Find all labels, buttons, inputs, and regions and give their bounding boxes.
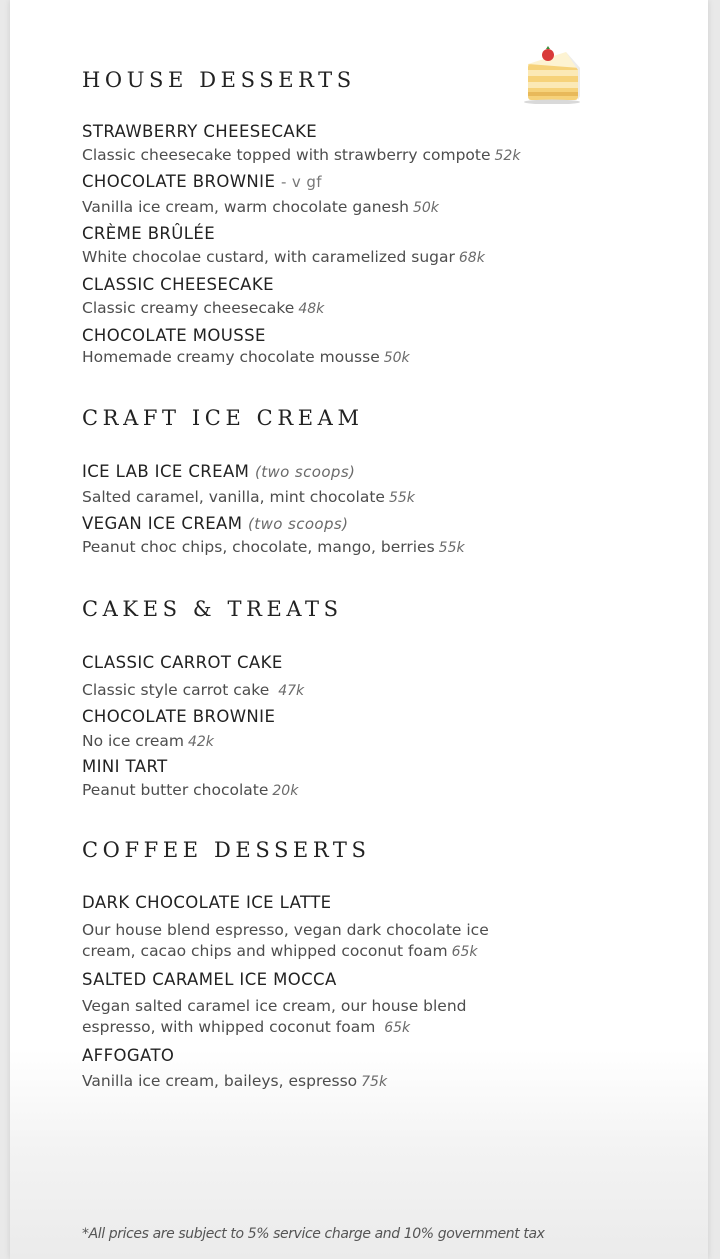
item-price: 75k	[361, 1074, 388, 1090]
section-title-house-desserts: HOUSE DESSERTS	[82, 68, 356, 92]
item-description: espresso, with whipped coconut foam 65k	[82, 1018, 411, 1036]
section-title-coffee-desserts: COFFEE DESSERTS	[82, 838, 371, 862]
item-price: 65k	[451, 944, 478, 960]
tax-footnote: *All prices are subject to 5% service charge and 10% government tax	[82, 1226, 545, 1242]
item-price: 50k	[412, 200, 439, 216]
item-description: Classic cheesecake topped with strawberry compote 52k	[82, 146, 521, 164]
item-name: CLASSIC CHEESECAKE	[82, 275, 274, 294]
item-price: 20k	[272, 783, 299, 799]
item-name: SALTED CARAMEL ICE MOCCA	[82, 970, 337, 989]
item-description: Vanilla ice cream, baileys, espresso 75k	[82, 1072, 388, 1090]
item-note: (two scoops)	[254, 463, 356, 481]
diet-suffix: - v gf	[280, 173, 322, 191]
item-name: VEGAN ICE CREAM (two scoops)	[82, 514, 349, 533]
item-name: DARK CHOCOLATE ICE LATTE	[82, 893, 332, 912]
item-description: Homemade creamy chocolate mousse 50k	[82, 348, 410, 366]
item-description: Classic creamy cheesecake 48k	[82, 299, 325, 317]
item-description: Salted caramel, vanilla, mint chocolate 55k	[82, 488, 415, 506]
item-name: CHOCOLATE MOUSSE	[82, 326, 266, 345]
item-description: Vegan salted caramel ice cream, our house blend	[82, 997, 467, 1015]
item-price: 52k	[494, 148, 521, 164]
item-price: 42k	[187, 734, 214, 750]
section-title-cakes-and-treats: CAKES & TREATS	[82, 597, 343, 621]
item-name: CRÈME BRÛLÉE	[82, 224, 216, 243]
item-price: 68k	[458, 250, 485, 266]
item-description: White chocolae custard, with caramelized sugar 68k	[82, 248, 485, 266]
item-description: No ice cream 42k	[82, 732, 214, 750]
cheesecake-slice-icon	[520, 46, 584, 104]
item-name: CHOCOLATE BROWNIE	[82, 707, 276, 726]
item-price: 55k	[388, 490, 415, 506]
item-name: MINI TART	[82, 757, 168, 776]
item-description: cream, cacao chips and whipped coconut foam 65k	[82, 942, 478, 960]
item-price: 55k	[438, 540, 465, 556]
item-price: 65k	[384, 1020, 411, 1036]
item-name: ICE LAB ICE CREAM (two scoops)	[82, 462, 356, 481]
item-description: Peanut choc chips, chocolate, mango, berries 55k	[82, 538, 465, 556]
item-description: Classic style carrot cake 47k	[82, 681, 305, 699]
item-name: CLASSIC CARROT CAKE	[82, 653, 283, 672]
menu-page	[10, 0, 708, 1259]
section-title-craft-ice-cream: CRAFT ICE CREAM	[82, 406, 364, 430]
item-description: Vanilla ice cream, warm chocolate ganesh 50k	[82, 198, 439, 216]
item-description: Peanut butter chocolate 20k	[82, 781, 299, 799]
item-price: 50k	[383, 350, 410, 366]
item-name: AFFOGATO	[82, 1046, 175, 1065]
item-price: 48k	[298, 301, 325, 317]
item-price: 47k	[278, 683, 305, 699]
item-description: Our house blend espresso, vegan dark chocolate ice	[82, 921, 489, 939]
item-name: STRAWBERRY CHEESECAKE	[82, 122, 318, 141]
item-note: (two scoops)	[248, 515, 349, 533]
item-name: CHOCOLATE BROWNIE - v gf	[82, 172, 322, 191]
